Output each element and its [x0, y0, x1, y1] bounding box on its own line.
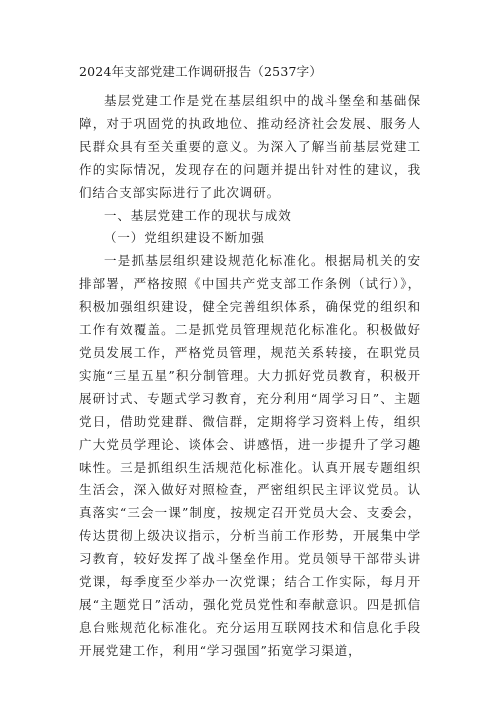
- document-body: [79, 90, 421, 663]
- intro-paragraph: 基层党建工作是党在基层组织中的战斗堡垒和基础保障，对于巩固党的执政地位、推动经济社会发展、服务人民群众具有至关重要的意义。为深入了解当前基层党建工作的实际情况，发现存在的问题并提出针对性的建议，我们结合支部实际进行了此次调研。: [79, 93, 421, 200]
- body-paragraph: 一是抓基层组织建设规范化标准化。根据局机关的安排部署，严格按照《中国共产党支部工作条例（试行）》，积极加强组织建设，健全完善组织体系，确保党的组织和工作有效覆盖。二是抓党员管理规范化标准化。积极做好党员发展工作，严格党员管理，规范关系转接，在职党员实施“三星五星”积分制管理。大力抓好党员教育，积极开展研讨式、专题式学习教育，充分利用“周学习日”、主题党日，借助党建群、微信群，定期将学习资料上传，组织广大党员学理论、谈体会、讲感悟，进一步提升了学习趣味性。三是抓组织生活规范化标准化。认真开展专题组织生活会，深入做好对照检查，严密组织民主评议党员。认真落实“三会一课”制度，按规定召开党员大会、支委会，传达贯彻上级决议指示，分析当前工作形势，开展集中学习教育，较好发挥了战斗堡垒作用。党员领导干部带头讲党课，每季度至少举办一次党课；结合工作实际，每月开展“主题党日”活动，强化党员党性和奉献意识。四是抓信息台账规范化标准化。充分运用互联网技术和信息化手段开展党建工作，利用“学习强国”拓宽学习渠道，: [79, 253, 421, 658]
- section-heading: 一、基层党建工作的现状与成效: [104, 207, 292, 223]
- document-title: 2024年支部党建工作调研报告（2537字）: [79, 64, 323, 79]
- subsection-heading: （一）党组织建设不断加强: [104, 230, 265, 246]
